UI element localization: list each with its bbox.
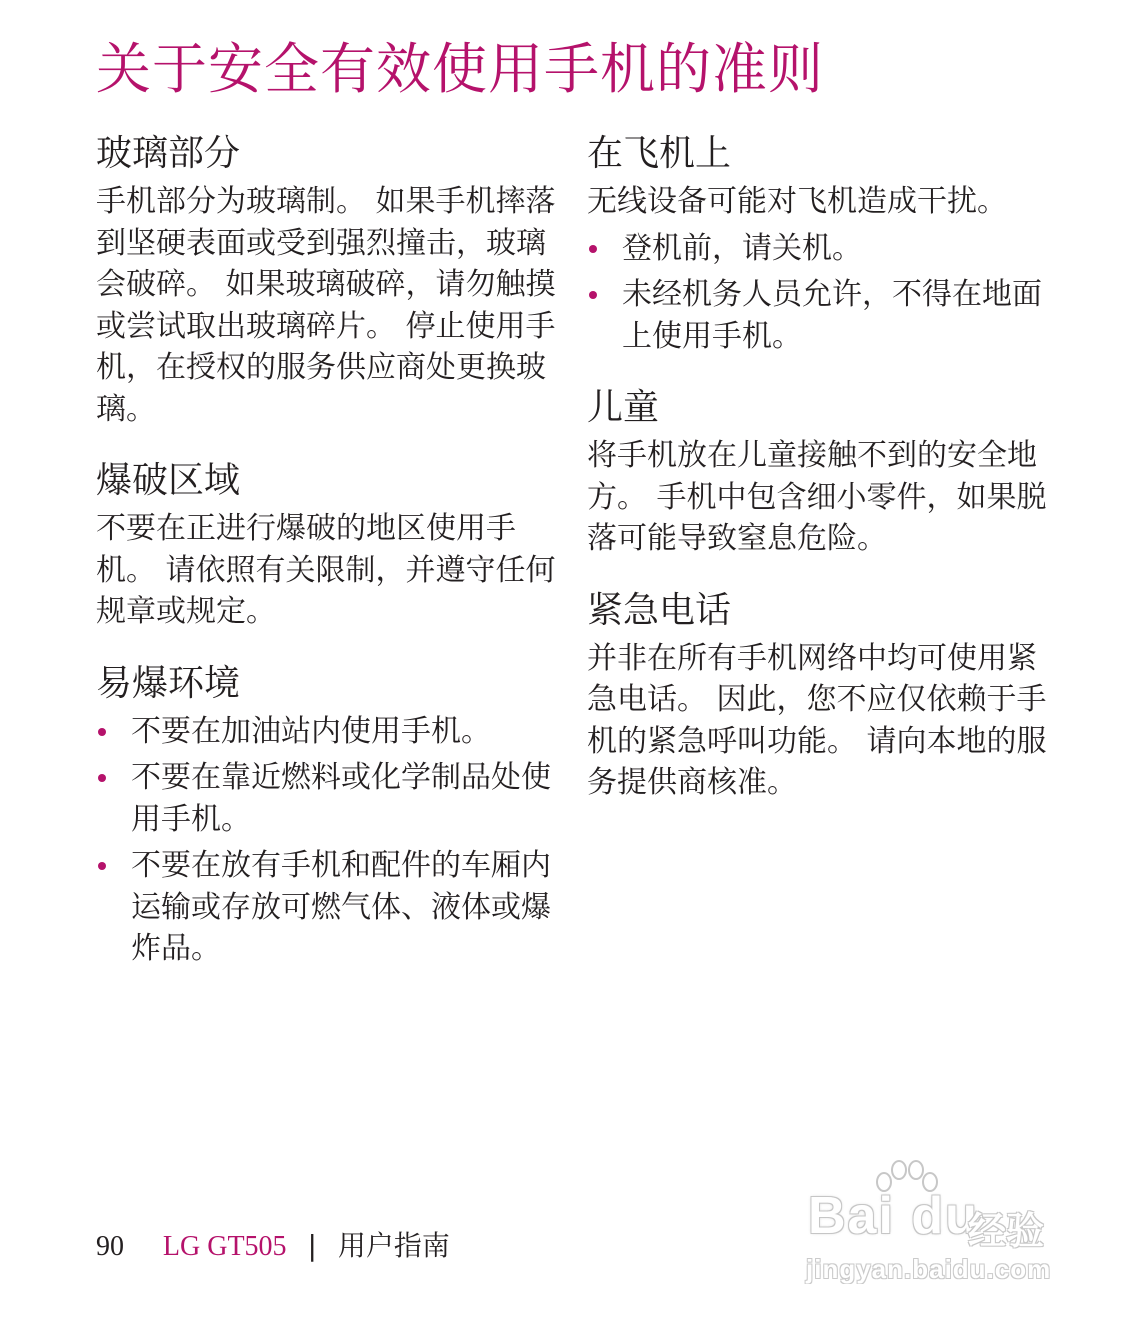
section-heading-children: 儿童	[587, 387, 660, 428]
list-item-text: 不要在放有手机和配件的车厢内运输或存放可燃气体、液体或爆炸品。	[131, 848, 551, 966]
section-heading-explosive: 易爆环境	[96, 662, 241, 704]
guide-label: 用户指南	[337, 1229, 450, 1262]
model-name: LG GT505	[162, 1231, 287, 1262]
list-item-text: 不要在加油站内使用手机。	[131, 713, 491, 749]
section-explosive	[96, 658, 558, 970]
section-emergency	[587, 585, 1057, 804]
watermark-url: jingyan.baidu.com	[806, 1254, 1052, 1284]
page-number: 90	[96, 1231, 124, 1262]
left-column	[96, 128, 558, 995]
list-item-text: 未经机务人员允许，不得在地面上使用手机。	[622, 277, 1042, 354]
page-title: 关于安全有效使用手机的准则	[96, 37, 825, 101]
list-item-text: 登机前，请关机。	[622, 230, 862, 266]
watermark-sub: 经验	[968, 1209, 1045, 1253]
list-item	[96, 845, 558, 970]
bullet-dot-icon	[98, 774, 106, 782]
watermark-brand: Bai du	[808, 1187, 979, 1245]
bullet-dot-icon	[589, 291, 597, 299]
section-heading-emergency: 紧急电话	[587, 589, 732, 631]
section-children	[587, 382, 1057, 560]
section-body-emergency: 并非在所有手机网络中均可使用紧急电话。 因此，您不应仅依赖于手机的紧急呼叫功能。 请向本地的服务提供商核准。	[587, 640, 1047, 800]
section-body-children: 将手机放在儿童接触不到的安全地方。 手机中包含细小零件，如果脱落可能导致窒息危险。	[587, 438, 1047, 556]
section-body-aircraft: 无线设备可能对飞机造成干扰。	[587, 184, 1007, 219]
bullet-list-aircraft	[587, 228, 1057, 358]
list-item	[96, 757, 558, 840]
section-body-glass: 手机部分为玻璃制。 如果手机摔落到坚硬表面或受到强烈撞击，玻璃会破碎。 如果玻璃破碎，请勿触摸或尝试取出玻璃碎片。 停止使用手机，在授权的服务供应商处更换玻璃。	[96, 184, 556, 427]
section-body-blasting: 不要在正进行爆破的地区使用手机。 请依照有关限制，并遵守任何规章或规定。	[96, 511, 556, 629]
section-heading-glass: 玻璃部分	[96, 133, 241, 174]
bullet-dot-icon	[589, 245, 597, 253]
bullet-dot-icon	[98, 862, 106, 870]
section-aircraft	[587, 128, 1057, 357]
bullet-list-explosive	[96, 711, 558, 970]
list-item	[96, 711, 558, 753]
baidu-watermark	[800, 1160, 1070, 1290]
page-footer	[96, 1226, 450, 1267]
section-heading-blasting: 爆破区域	[96, 460, 241, 501]
list-item	[587, 228, 1057, 270]
section-heading-aircraft: 在飞机上	[587, 133, 732, 174]
section-glass	[96, 128, 558, 430]
right-column	[587, 128, 1057, 829]
list-item	[587, 274, 1057, 357]
bullet-dot-icon	[98, 728, 106, 736]
section-blasting	[96, 455, 558, 633]
list-item-text: 不要在靠近燃料或化学制品处使用手机。	[131, 760, 551, 837]
footer-separator: |	[307, 1229, 317, 1262]
